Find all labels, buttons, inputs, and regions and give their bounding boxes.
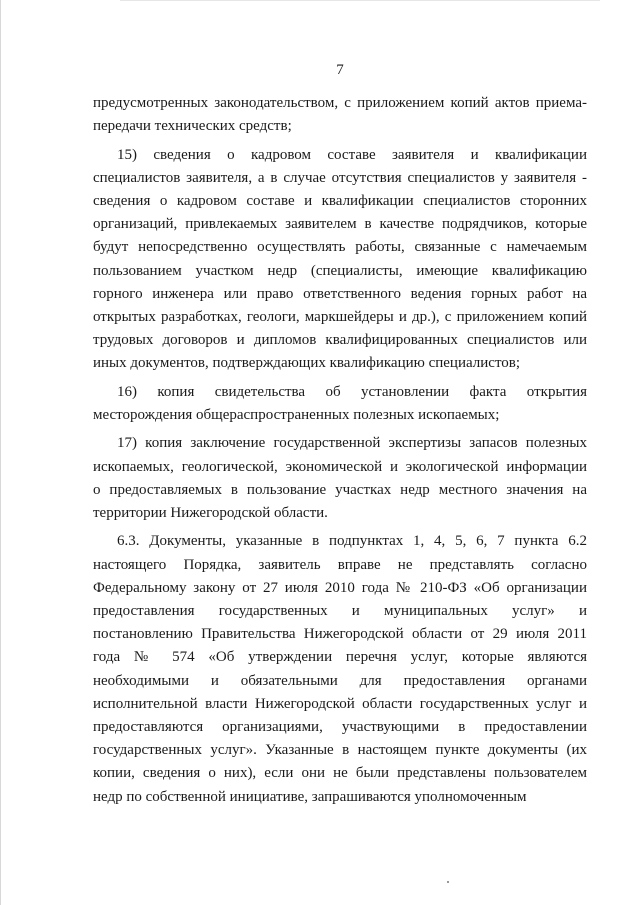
text-line: настоящего Порядка, заявитель вправе не представлять согласно (93, 556, 587, 573)
text-line: исполнительной власти Нижегородской области государственных услуг и (93, 695, 587, 712)
text-line: предоставляются организациями, участвующими в предоставлении (93, 719, 587, 736)
text-line: Федеральному закону от 27 июля 2010 года № 210-ФЗ «Об организации (93, 579, 587, 596)
text-line: иных документов, подтверждающих квалификацию специалистов; (93, 355, 521, 372)
page-number: 7 (336, 62, 344, 78)
text-line: будут непосредственно осуществлять работы, связанные с намечаемым (93, 239, 587, 256)
text-line: передачи технических средств; (93, 118, 292, 135)
text-line: открытых разработках, геологи, маркшейдеры и др.), с приложением копий (93, 309, 587, 326)
text-line: территории Нижегородской области. (93, 505, 328, 522)
paragraph-p-15 (93, 144, 587, 376)
scan-edge-top (120, 0, 600, 1)
text-line: организаций, привлекаемых заявителем в качестве подрядчиков, которые (93, 216, 587, 233)
text-line: постановлению Правительства Нижегородской области от 29 июля 2011 (93, 626, 587, 643)
paragraph-p-6-3 (93, 530, 587, 808)
paragraph-p-16 (93, 381, 587, 427)
text-line: ископаемых, геологической, экономической и экологической информации (93, 458, 587, 475)
text-line: предоставления государственных и муниципальных услуг» и (93, 603, 587, 620)
text-line: недр по собственной инициативе, запрашиваются уполномоченным (93, 788, 527, 805)
text-line: горного инженера или право ответственного ведения горных работ на (93, 285, 587, 302)
text-line: необходимыми и обязательными для предоставления органами (93, 672, 587, 689)
text-line: специалистов заявителя, а в случае отсутствия специалистов у заявителя - (93, 169, 587, 186)
text-line: о предоставляемых в пользование участках недр местного значения на (93, 481, 587, 498)
text-line: трудовых договоров и дипломов квалифицированных специалистов или (93, 332, 587, 349)
scan-edge-left (0, 0, 1, 905)
text-line: года № 574 «Об утверждении перечня услуг, которые являются (93, 649, 587, 666)
scan-speck (447, 881, 449, 883)
document-body (93, 92, 587, 814)
text-line: предусмотренных законодательством, с приложением копий актов приема- (93, 95, 587, 111)
text-line: пользованием участком недр (специалисты, имеющие квалификацию (93, 262, 587, 279)
paragraph-p-continued (93, 92, 587, 138)
text-line: 15) сведения о кадровом составе заявителя и квалификации (117, 146, 587, 163)
text-line: месторождения общераспространенных полезных ископаемых; (93, 407, 500, 424)
text-line: копии, сведения о них), если они не были представлены пользователем (93, 765, 587, 782)
text-line: 17) копия заключение государственной экспертизы запасов полезных (117, 435, 587, 452)
text-line: 16) копия свидетельства об установлении факта открытия (117, 383, 587, 400)
text-line: государственных услуг». Указанные в настоящем пункте документы (их (93, 742, 587, 759)
text-line: 6.3. Документы, указанные в подпунктах 1, 4, 5, 6, 7 пункта 6.2 (117, 533, 587, 550)
text-line: сведения о кадровом составе и квалификации специалистов сторонних (93, 193, 587, 209)
paragraph-p-17 (93, 432, 587, 525)
